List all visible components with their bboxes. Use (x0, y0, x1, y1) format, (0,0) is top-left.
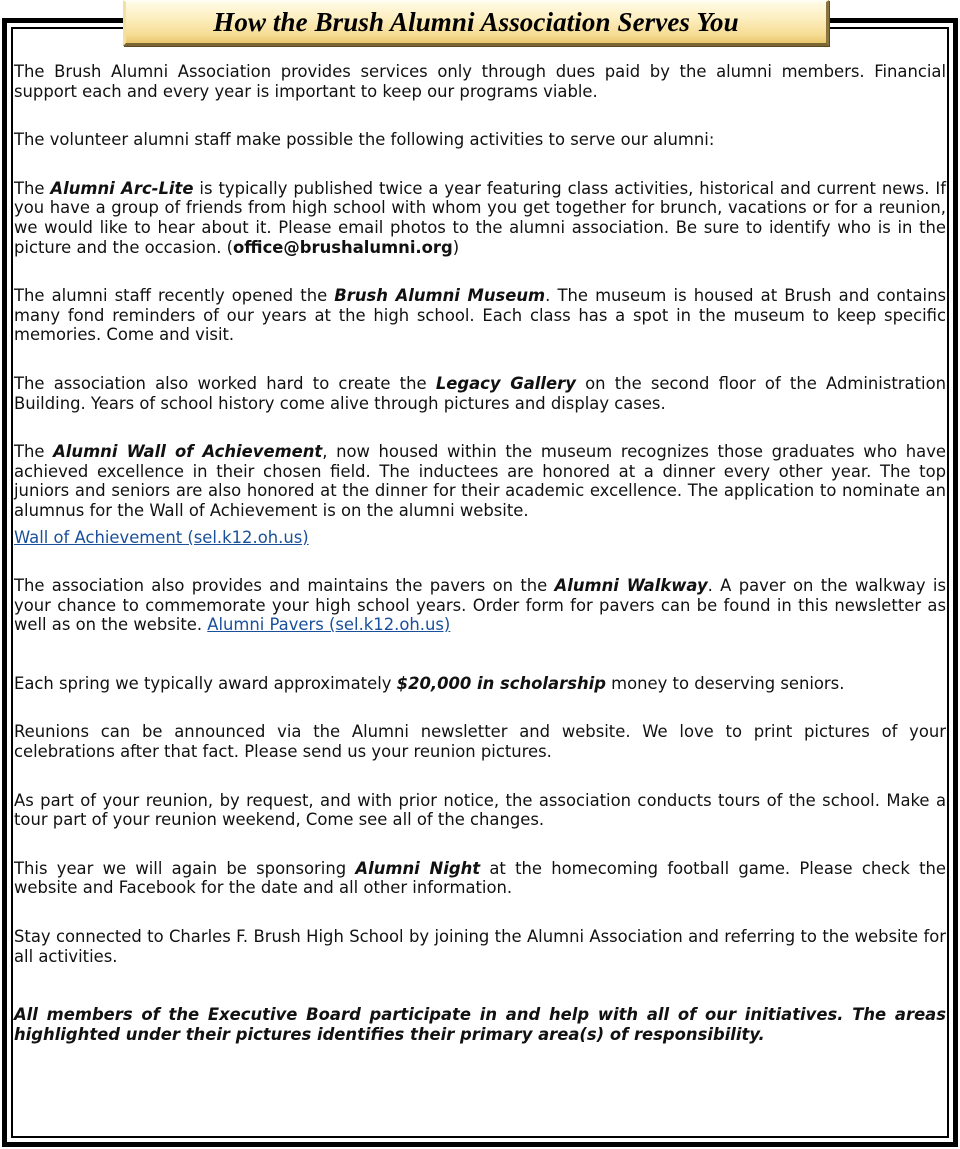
arc-lite-post: is typically published twice a year featuring class activities, historical and current news. If you have a group of friends from high school with whom you get together for brunch, vacations or for a reunion, we would like to hear about it. Please email photos to the alumni association. Be sure to identify who is in the picture and the occasion. ( (14, 178, 946, 257)
legacy-gallery-paragraph (14, 374, 946, 413)
article-body (14, 62, 946, 1044)
wall-post: , now housed within the museum recognizes those graduates who have achieved excellence in their chosen field. The inductees are honored at a dinner every other year. The top juniors and seniors are also honored at the dinner for their academic excellence. The application to nominate an alumnus for the Wall of Achievement is on the alumni website. (14, 442, 946, 520)
page-title: How the Brush Alumni Association Serves You (213, 7, 739, 37)
alumni-night-post: at the homecoming football game. Please check the website and Facebook for the date and all other information. (14, 858, 946, 898)
scholarship-paragraph (14, 674, 946, 694)
spacer (14, 966, 946, 1005)
walkway-pre: The association also provides and maintains the pavers on the (14, 576, 555, 596)
intro-paragraph: The Brush Alumni Association provides services only through dues paid by the alumni members. Financial support each and every year is important to keep our programs viable. (14, 62, 946, 101)
museum-paragraph (14, 286, 946, 345)
contact-email[interactable]: office@brushalumni.org (233, 237, 453, 257)
spacer (14, 257, 946, 286)
wall-of-achievement-paragraph (14, 442, 946, 520)
scholarship-pre: Each spring we typically award approximately (14, 673, 397, 693)
spacer (14, 413, 946, 442)
spacer (14, 635, 946, 674)
activities-lead-paragraph: The volunteer alumni staff make possible the following activities to serve our alumni: (14, 130, 715, 150)
museum-pre: The alumni staff recently opened the (14, 286, 335, 306)
alumni-night-highlight: Alumni Night (355, 858, 481, 878)
alumni-pavers-link[interactable]: Alumni Pavers (sel.k12.oh.us) (207, 615, 451, 635)
walkway-highlight: Alumni Walkway (554, 576, 708, 596)
title-plaque (123, 0, 829, 46)
museum-highlight: Brush Alumni Museum (334, 286, 546, 306)
spacer (14, 521, 946, 528)
museum-post: . The museum is housed at Brush and contains many fond reminders of our years at the high school. Each class has a spot in the museum to keep specific memories. Come and visit. (14, 286, 946, 345)
spacer (14, 101, 946, 130)
stay-connected-paragraph: Stay connected to Charles F. Brush High School by joining the Alumni Association and referring to the website for all activities. (14, 927, 946, 966)
wall-pre: The (14, 442, 54, 462)
spacer (14, 830, 946, 859)
arc-lite-pre: The (14, 178, 51, 198)
closing-paragraph: All members of the Executive Board participate in and help with all of our initiatives. The areas highlighted under their pictures identifies their primary area(s) of responsibility. (14, 1005, 946, 1044)
spacer (14, 345, 946, 374)
spacer (14, 547, 946, 576)
reunions-paragraph: Reunions can be announced via the Alumni newsletter and website. We love to print pictures of your celebrations after that fact. Please send us your reunion pictures. (14, 722, 946, 762)
spacer (14, 762, 946, 791)
alumni-night-paragraph (14, 859, 946, 898)
wall-link-line (14, 528, 946, 548)
wall-of-achievement-link[interactable]: Wall of Achievement (sel.k12.oh.us) (14, 527, 309, 547)
arc-lite-paragraph (14, 179, 946, 257)
spacer (14, 693, 946, 722)
scholarship-post: money to deserving seniors. (605, 673, 845, 693)
spacer (14, 898, 946, 927)
tours-paragraph: As part of your reunion, by request, and with prior notice, the association conducts tours of the school. Make a tour part of your reunion weekend, Come see all of the changes. (14, 790, 946, 830)
walkway-paragraph (14, 576, 946, 635)
legacy-post: on the second floor of the Administration Building. Years of school history come alive through pictures and display cases. (14, 373, 946, 413)
scholarship-highlight: $20,000 in scholarship (396, 673, 606, 693)
arc-lite-highlight: Alumni Arc-Lite (50, 178, 194, 198)
spacer (14, 150, 946, 179)
arc-lite-close: ) (452, 237, 460, 257)
legacy-pre: The association also worked hard to create the (14, 373, 436, 393)
legacy-highlight: Legacy Gallery (435, 373, 576, 393)
alumni-night-pre: This year we will again be sponsoring (14, 858, 356, 878)
walkway-post: . A paver on the walkway is your chance to commemorate your high school years. Order form for pavers can be found in this newsletter as well as on the website. (14, 576, 946, 635)
wall-highlight: Alumni Wall of Achievement (53, 442, 323, 462)
